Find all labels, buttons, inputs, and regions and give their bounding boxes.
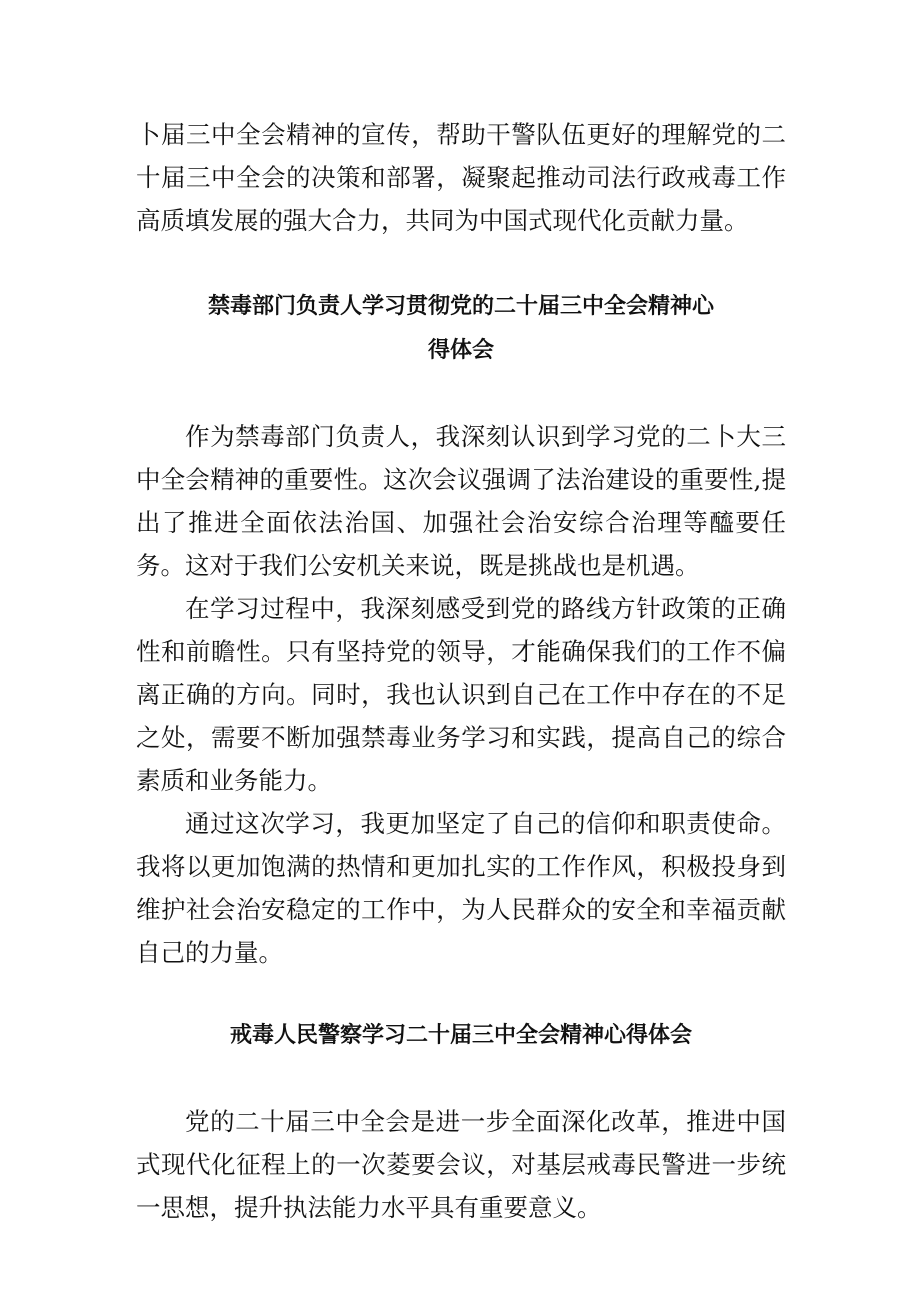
section-heading-1-line1: 禁毒部门负责人学习贯彻党的二十届三中全会精神心 [207, 294, 714, 319]
section1-paragraph-2: 在学习过程中，我深刻感受到党的路线方针政策的正确性和前瞻性。只有坚持党的领导，才能确保我们的工作不偏离正确的方向。同时，我也认识到自己在工作中存在的不足之处，需要不断加强禁毒业务学习和实践，提高自己的综合素质和业务能力。 [136, 594, 786, 795]
document-content [136, 113, 786, 1229]
section-gap [136, 242, 786, 285]
section-heading-1 [136, 285, 786, 373]
section-gap [136, 373, 786, 415]
continued-paragraph: 卜届三中全会精神的宣传，帮助干警队伍更好的理解党的二十届三中全会的决策和部署，凝聚起推动司法行政戒毒工作高质填发展的强大合力，共同为中国式现代化贡献力量。 [136, 120, 786, 235]
section1-paragraph-3: 通过这次学习，我更加坚定了自己的信仰和职责使命。我将以更加饱满的热情和更加扎实的工作作风，积极投身到维护社会治安稳定的工作中，为人民群众的安全和幸福贡献自己的力量。 [136, 809, 786, 967]
section2-paragraph-1: 党的二十届三中全会是进一步全面深化改革，推进中国式现代化征程上的一次菱要会议，对基层戒毒民警进一步统一思想，提升执法能力水平具有重要意义。 [136, 1107, 786, 1222]
section-gap [136, 1058, 786, 1100]
section-heading-1-line2: 得体会 [427, 338, 494, 363]
section-heading-2: 戒毒人民警察学习二十届三中全会精神心得体会 [229, 1023, 692, 1048]
section-gap [136, 974, 786, 1014]
section1-paragraph-1: 作为禁毒部门负责人，我深刻认识到学习党的二卜大三中全会精神的重要性。这次会议强调了法治建设的重要性,提出了推进全面依法治国、加强社会治安综合治理等醯要任务。这对于我们公安机关来说，既是挑战也是机遇。 [136, 422, 786, 580]
